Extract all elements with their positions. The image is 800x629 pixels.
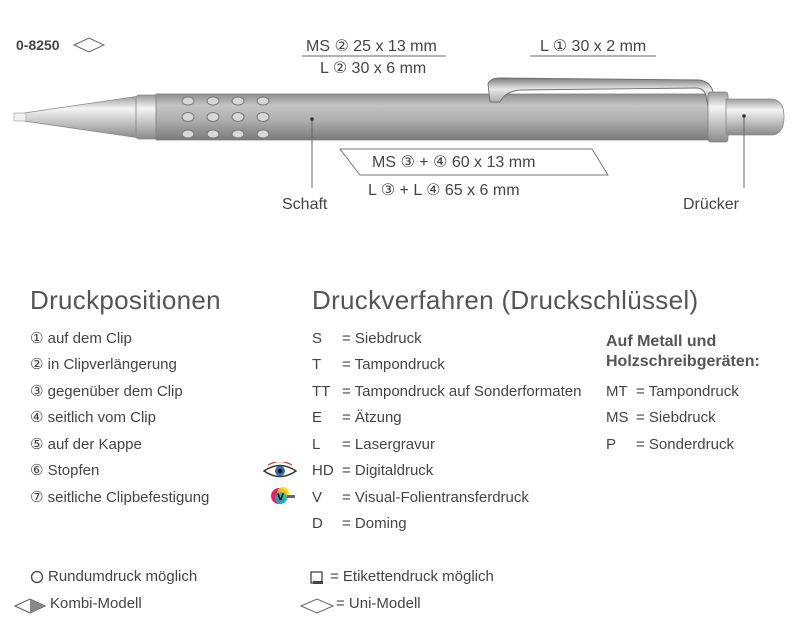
position-item: ⑤ auf der Kappe xyxy=(30,436,142,453)
back-ring xyxy=(708,92,728,142)
label-print-label: = Etikettendruck möglich xyxy=(330,568,494,585)
method-item xyxy=(312,461,433,481)
metal-code: P xyxy=(606,436,617,453)
method-code: HD xyxy=(312,462,334,479)
combi-model-icon xyxy=(14,598,46,614)
metal-label: = Tampondruck xyxy=(636,383,739,400)
method-label: = Ätzung xyxy=(342,409,402,426)
ms-clip-extension-spec: MS ② 25 x 13 mm xyxy=(306,38,437,55)
ms-opposite-side-spec: MS ③ + ④ 60 x 13 mm xyxy=(372,154,536,171)
uni-model-label: = Uni-Modell xyxy=(336,595,421,612)
round-print-label: Rundumdruck möglich xyxy=(48,568,198,585)
method-item xyxy=(312,408,402,428)
shaft-marker-dot xyxy=(310,117,314,121)
metal-item xyxy=(606,408,716,428)
method-label: = Tampondruck auf Sonderformaten xyxy=(342,383,582,400)
label-print-icon xyxy=(310,571,324,585)
l-clip-extension-spec: L ② 30 x 6 mm xyxy=(320,60,427,77)
position-item: ① auf dem Clip xyxy=(30,330,132,347)
metal-code: MT xyxy=(606,383,628,400)
pen-tip xyxy=(14,96,140,138)
pusher-label: Drücker xyxy=(683,196,740,213)
method-item xyxy=(312,355,445,375)
method-item xyxy=(312,514,407,534)
method-code: V xyxy=(312,489,323,506)
svg-text:V: V xyxy=(277,493,284,503)
metal-item xyxy=(606,382,739,402)
method-item xyxy=(312,435,435,455)
round-print-icon xyxy=(30,570,44,584)
metal-title-line2: Holzschreibgeräten: xyxy=(606,353,760,370)
visual-transfer-logo-icon xyxy=(270,484,296,508)
position-item: ② in Clipverlängerung xyxy=(30,356,177,373)
shaft-label: Schaft xyxy=(282,196,328,213)
method-label: = Lasergravur xyxy=(342,436,435,453)
metal-label: = Siebdruck xyxy=(636,409,716,426)
metal-item xyxy=(606,435,734,455)
method-label: = Tampondruck xyxy=(342,356,445,373)
position-item: ④ seitlich vom Clip xyxy=(30,409,156,426)
method-code: E xyxy=(312,409,323,426)
method-item xyxy=(312,382,581,402)
eye-icon xyxy=(262,462,298,480)
l-opposite-side-spec: L ③ + L ④ 65 x 6 mm xyxy=(368,182,520,199)
metal-title-line1: Auf Metall und xyxy=(606,333,717,350)
method-label: = Digitaldruck xyxy=(342,462,434,479)
metal-code: MS xyxy=(606,409,629,426)
method-label: = Doming xyxy=(342,515,407,532)
front-ring xyxy=(136,95,158,139)
l-clip-spec: L ① 30 x 2 mm xyxy=(540,38,647,55)
uni-model-icon xyxy=(300,598,334,614)
metal-label: = Sonderdruck xyxy=(636,436,734,453)
method-code: TT xyxy=(312,383,331,400)
pen-pusher xyxy=(726,99,784,135)
pusher-marker-dot xyxy=(742,114,746,118)
combi-model-label: Kombi-Modell xyxy=(50,595,142,612)
methods-title: Druckverfahren (Druckschlüssel) xyxy=(312,285,699,315)
positions-title: Druckpositionen xyxy=(30,285,221,315)
method-label: = Siebdruck xyxy=(342,330,422,347)
position-item: ③ gegenüber dem Clip xyxy=(30,383,183,400)
method-label: = Visual-Folientransferdruck xyxy=(342,489,529,506)
method-code: T xyxy=(312,356,322,373)
position-item: ⑥ Stopfen xyxy=(30,462,100,479)
method-item xyxy=(312,488,529,508)
method-item xyxy=(312,329,422,349)
method-code: L xyxy=(312,436,321,453)
model-id: 0-8250 xyxy=(16,37,60,53)
method-code: S xyxy=(312,330,323,347)
uni-model-diamond-icon xyxy=(74,38,104,52)
position-item: ⑦ seitliche Clipbefestigung xyxy=(30,489,210,506)
method-code: D xyxy=(312,515,323,532)
